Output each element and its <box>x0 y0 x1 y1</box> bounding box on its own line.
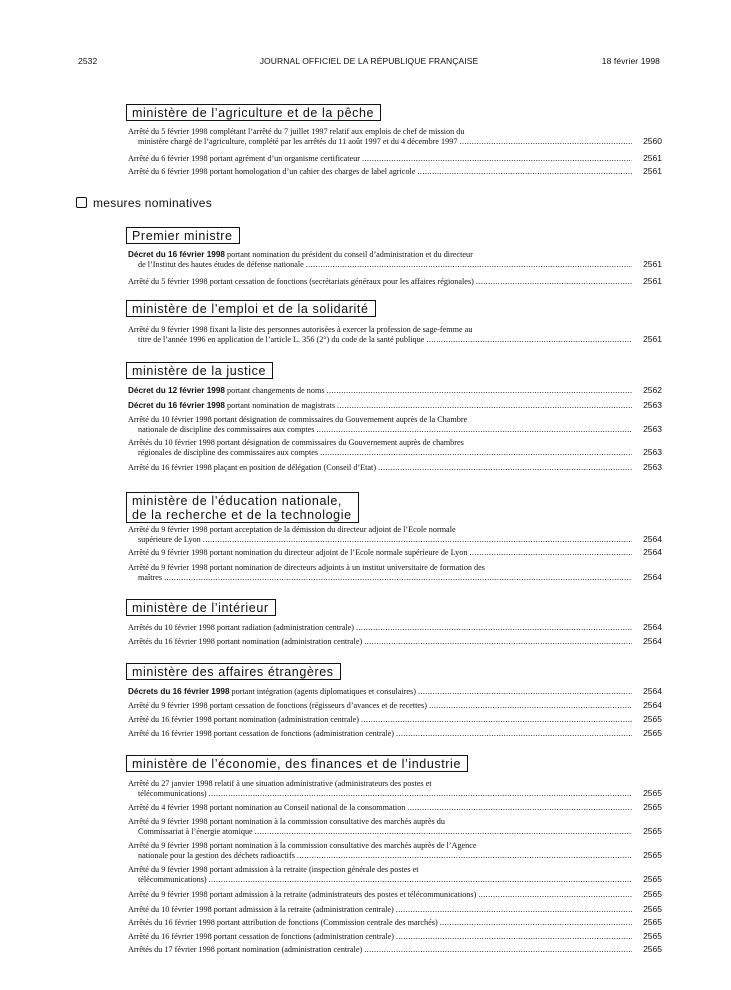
entry-text <box>128 525 456 535</box>
entry-text-part: télécommunications) <box>138 874 207 884</box>
entry-text-part: ministère chargé de l’agriculture, complété par les arrêtés du 11 août 1997 et du 4 décembre 1997 <box>138 136 458 146</box>
section-title-line: ministère de l’intérieur <box>132 601 269 615</box>
toc-entry-line <box>128 865 662 875</box>
entry-text <box>138 260 304 270</box>
entry-text <box>128 277 474 287</box>
entry-text-part: Arrêté du 9 février 1998 portant acceptation de la démission du directeur adjoint de l’Ecole normale <box>128 525 456 534</box>
toc-entry <box>128 817 662 836</box>
toc-entry-line <box>128 167 662 177</box>
entry-text <box>128 325 472 335</box>
entry-page-number: 2565 <box>643 825 662 836</box>
entry-text-part: titre de l’année 1996 en application de l’article L. 356 (2°) du code de la santé publique <box>138 334 425 344</box>
entry-bold-lead: Décrets du 16 février 1998 <box>128 687 230 696</box>
entry-page-number: 2564 <box>643 686 662 696</box>
entry-text-part: Arrêté du 5 février 1998 portant cessation de fonctions (secrétariats généraux pour les affaires régionales) <box>128 277 474 286</box>
section-title <box>126 227 240 244</box>
section-title-line: ministère de l’emploi et de la solidarité <box>132 302 369 316</box>
toc-entry-line <box>128 463 662 473</box>
entry-text <box>128 637 362 647</box>
entry-text <box>128 715 359 725</box>
entry-text <box>138 335 424 345</box>
mesures-label: mesures nominatives <box>93 196 213 210</box>
entry-page-number: 2564 <box>643 533 662 544</box>
entry-text-part: supérieure de Lyon <box>138 534 201 544</box>
toc-entry-line <box>128 438 662 448</box>
entry-text <box>128 386 325 396</box>
toc-entry <box>128 525 662 544</box>
entry-text-part: Arrêté du 9 février 1998 portant cessation de fonctions (régisseurs d’avances et de recettes) <box>128 701 427 710</box>
dot-leader <box>364 945 632 955</box>
entry-text <box>128 905 394 915</box>
toc-entry-line <box>128 687 662 697</box>
entry-text <box>128 779 432 789</box>
entry-page-number: 2565 <box>643 728 662 738</box>
entry-text-part: Commissariat à l’énergie atomique <box>138 826 253 836</box>
entry-bold-lead: Décret du 16 février 1998 <box>128 401 225 410</box>
entry-page-number: 2561 <box>643 258 662 269</box>
toc-entry-line <box>128 154 662 164</box>
entry-bold-lead: Décret du 16 février 1998 <box>128 250 225 259</box>
entry-text-part: Arrêté du 16 février 1998 portant cessation de fonctions (administration centrale) <box>128 729 395 738</box>
entry-page-number: 2565 <box>643 931 662 941</box>
toc-entry-line <box>128 386 662 396</box>
dot-leader <box>337 401 632 411</box>
toc-entry <box>128 945 662 955</box>
entry-text-part: nationale pour la gestion des déchets radioactifs <box>138 850 295 860</box>
entry-text-part: Arrêté du 10 février 1998 portant désignation de commissaires du Gouvernement auprès de la Chambre <box>128 415 468 424</box>
toc-entry-line <box>128 817 662 827</box>
entry-text-part: Arrêté du 6 février 1998 portant agrément d’un organisme certificateur <box>128 154 360 163</box>
entry-page-number: 2565 <box>643 944 662 954</box>
entry-page-number: 2563 <box>643 423 662 434</box>
dot-leader <box>396 932 632 942</box>
entry-text-part: Arrêté du 9 février 1998 portant nomination de directeurs adjoints à un institut universitaire de formation des <box>128 563 485 572</box>
entry-text <box>138 573 162 583</box>
entry-text <box>128 729 394 739</box>
entry-page-number: 2565 <box>643 849 662 860</box>
dot-leader <box>396 905 632 915</box>
entry-text <box>138 851 295 861</box>
entry-text-part: Arrêté du 27 janvier 1998 relatif à une situation administrative (administrateurs des postes et <box>128 779 432 788</box>
entry-text <box>128 841 477 851</box>
entry-page-number: 2563 <box>643 400 662 410</box>
entry-text-part: Arrêté du 9 février 1998 fixant la liste des personnes autorisées à exercer la profession de sage-femme au <box>128 325 473 334</box>
toc-entry <box>128 415 662 434</box>
toc-entry <box>128 325 662 344</box>
entry-page-number: 2565 <box>643 904 662 914</box>
dot-leader <box>297 851 632 861</box>
dot-leader <box>316 425 632 435</box>
entry-page-number: 2564 <box>643 700 662 710</box>
entry-text-part: Arrêté du 4 février 1998 portant nomination au Conseil national de la consommation <box>128 803 406 812</box>
entry-text <box>128 803 405 813</box>
section-title <box>126 599 276 616</box>
checkbox-square-icon <box>76 197 87 208</box>
entry-page-number: 2565 <box>643 802 662 812</box>
toc-entry-line <box>128 945 662 955</box>
entry-text-part: Arrêté du 16 février 1998 portant cessation de fonctions (administration centrale) <box>128 932 395 941</box>
section-title-line-2: de la recherche et de la technologie <box>132 508 352 522</box>
entry-text-part: Arrêté du 6 février 1998 portant homologation d’un cahier des charges de label agricole <box>128 167 416 176</box>
dot-leader <box>407 803 632 813</box>
toc-entry-line <box>128 803 662 813</box>
entry-text <box>128 438 464 448</box>
entry-text <box>128 463 376 473</box>
toc-entry-line <box>128 729 662 739</box>
dot-leader <box>426 335 632 345</box>
entry-text <box>138 448 318 458</box>
dot-leader <box>364 637 632 647</box>
toc-entry-line <box>128 779 662 789</box>
entry-text-part: Arrêté du 16 février 1998 portant nomination (administration centrale) <box>128 715 359 724</box>
toc-entry-line <box>128 548 662 558</box>
entry-text-part: Arrêtés du 10 février 1998 portant désignation de commissaires du Gouvernement auprès de chambres <box>128 438 464 447</box>
dot-leader <box>440 918 632 928</box>
toc-entry-line <box>128 277 662 287</box>
toc-entry-line <box>128 535 662 545</box>
entry-text <box>128 918 438 928</box>
dot-leader <box>378 463 632 473</box>
dot-leader <box>164 573 632 583</box>
entry-text <box>128 865 419 875</box>
toc-entry <box>128 918 662 928</box>
entry-text-part: portant changements de noms <box>224 386 325 395</box>
entry-text-part: Arrêté du 16 février 1998 plaçant en position de délégation (Conseil d’Etat) <box>128 463 377 472</box>
dot-leader <box>361 715 632 725</box>
toc-entry <box>128 386 662 396</box>
entry-text <box>138 875 207 885</box>
entry-text-part: Arrêtés du 16 février 1998 portant attribution de fonctions (Commission centrale des marchés) <box>128 918 438 927</box>
dot-leader <box>476 277 632 287</box>
entry-text <box>128 401 335 411</box>
toc-entry-line <box>128 401 662 411</box>
entry-text-part: télécommunications) <box>138 788 207 798</box>
entry-text <box>128 687 416 697</box>
section-title-line: Premier ministre <box>132 229 233 243</box>
toc-entry <box>128 127 662 146</box>
toc-entry-line <box>128 789 662 799</box>
toc-entry-line <box>128 623 662 633</box>
dot-leader <box>327 386 632 396</box>
dot-leader <box>478 890 632 900</box>
toc-entry <box>128 890 662 900</box>
entry-text-part: Arrêté du 5 février 1998 complétant l’arrêté du 7 juillet 1997 relatif aux emplois de chef de mission du <box>128 127 465 136</box>
toc-entry-line <box>128 573 662 583</box>
dot-leader <box>417 167 632 177</box>
section-title-line: ministère de l’éducation nationale, <box>132 494 343 508</box>
toc-entry <box>128 729 662 739</box>
section-title <box>126 362 273 379</box>
entry-text-part: portant intégration (agents diplomatiques et consulaires) <box>229 687 416 696</box>
toc-entry-line <box>128 637 662 647</box>
dot-leader <box>306 260 632 270</box>
section-title-line: ministère de l’agriculture et de la pêche <box>132 106 375 120</box>
entry-page-number: 2565 <box>643 917 662 927</box>
entry-page-number: 2561 <box>643 333 662 344</box>
toc-entry-line <box>128 127 662 137</box>
toc-entry-line <box>128 701 662 711</box>
entry-text <box>128 250 473 260</box>
dot-leader <box>255 827 632 837</box>
entry-page-number: 2561 <box>643 153 662 163</box>
entry-text <box>128 127 465 137</box>
toc-entry <box>128 715 662 725</box>
entry-page-number: 2561 <box>643 166 662 176</box>
dot-leader <box>320 448 632 458</box>
entry-text <box>138 137 457 147</box>
page-number: 2532 <box>78 56 98 66</box>
toc-entry-line <box>128 250 662 260</box>
toc-entry <box>128 548 662 558</box>
toc-entry-line <box>128 425 662 435</box>
entry-text-part: Arrêté du 9 février 1998 portant admission à la retraite (inspection générale des postes et <box>128 865 419 874</box>
section-title <box>126 300 376 317</box>
toc-entry <box>128 779 662 798</box>
toc-entry-line <box>128 841 662 851</box>
toc-entry-line <box>128 415 662 425</box>
dot-leader <box>356 623 632 633</box>
toc-entry-line <box>128 905 662 915</box>
entry-page-number: 2564 <box>643 547 662 557</box>
issue-date: 18 février 1998 <box>601 56 660 66</box>
toc-entry-line <box>128 890 662 900</box>
dot-leader <box>429 701 632 711</box>
toc-entry <box>128 803 662 813</box>
page-header <box>78 56 660 70</box>
toc-entry <box>128 637 662 647</box>
entry-text-part: Arrêté du 9 février 1998 portant admission à la retraite (administrateurs des postes et télécommunications) <box>128 890 477 899</box>
dot-leader <box>203 535 632 545</box>
entry-text-part: portant nomination du président du conseil d’administration et du directeur <box>224 250 473 259</box>
toc-entry <box>128 701 662 711</box>
toc-entry-line <box>128 448 662 458</box>
entry-text-part: maîtres <box>138 572 163 582</box>
dot-leader <box>459 137 632 147</box>
entry-page-number: 2565 <box>643 873 662 884</box>
journal-title: JOURNAL OFFICIEL DE LA RÉPUBLIQUE FRANÇAISE <box>259 56 479 66</box>
entry-page-number: 2561 <box>643 276 662 286</box>
toc-entry <box>128 905 662 915</box>
toc-entry-line <box>128 875 662 885</box>
entry-text <box>128 154 360 164</box>
entry-text <box>128 548 467 558</box>
entry-text <box>138 535 201 545</box>
toc-entry <box>128 438 662 457</box>
entry-text-part: Arrêté du 9 février 1998 portant nomination du directeur adjoint de l’Ecole normale supérieure de Lyon <box>128 548 468 557</box>
entry-page-number: 2563 <box>643 462 662 472</box>
entry-text <box>138 827 253 837</box>
dot-leader <box>209 789 632 799</box>
entry-page-number: 2560 <box>643 135 662 146</box>
entry-page-number: 2564 <box>643 622 662 632</box>
entry-text-part: portant nomination de magistrats <box>224 401 336 410</box>
entry-page-number: 2565 <box>643 787 662 798</box>
toc-entry-line <box>128 260 662 270</box>
entry-text <box>128 701 427 711</box>
entry-text <box>128 932 394 942</box>
entry-text-part: Arrêté du 10 février 1998 portant admission à la retraite (administration centrale) <box>128 905 394 914</box>
toc-entry <box>128 687 662 697</box>
dot-leader <box>209 875 632 885</box>
entry-page-number: 2564 <box>643 571 662 582</box>
toc-entry-line <box>128 851 662 861</box>
entry-text-part: nationale de discipline des commissaires aux comptes <box>138 424 315 434</box>
entry-text <box>128 945 362 955</box>
entry-text-part: Arrêtés du 17 février 1998 portant nomination (administration centrale) <box>128 945 363 954</box>
entry-text <box>128 415 467 425</box>
section-title <box>126 104 381 121</box>
entry-page-number: 2562 <box>643 385 662 395</box>
entry-text-part: Arrêté du 9 février 1998 portant nomination à la commission consultative des marchés auprès de l’Agence <box>128 841 477 850</box>
section-title <box>126 663 341 680</box>
dot-leader <box>469 548 632 558</box>
entry-text <box>138 789 207 799</box>
entry-text-part: Arrêtés du 10 février 1998 portant radiation (administration centrale) <box>128 623 354 632</box>
section-title-line: ministère de la justice <box>132 364 266 378</box>
toc-entry-line <box>128 137 662 147</box>
dot-leader <box>396 729 632 739</box>
section-title <box>126 492 359 523</box>
entry-text <box>128 563 485 573</box>
toc-entry <box>128 167 662 177</box>
entry-bold-lead: Décret du 12 février 1998 <box>128 386 225 395</box>
mesures-nominatives-heading <box>76 196 212 210</box>
entry-page-number: 2564 <box>643 636 662 646</box>
toc-entry <box>128 250 662 269</box>
toc-entry-line <box>128 918 662 928</box>
entry-page-number: 2565 <box>643 714 662 724</box>
toc-entry-line <box>128 827 662 837</box>
entry-text <box>128 817 445 827</box>
section-title <box>126 755 468 772</box>
entry-text <box>128 623 354 633</box>
toc-entry-line <box>128 563 662 573</box>
toc-entry <box>128 932 662 942</box>
entry-text-part: régionales de discipline des commissaires aux comptes <box>138 447 319 457</box>
toc-entry <box>128 154 662 164</box>
dot-leader <box>362 154 632 164</box>
entry-page-number: 2563 <box>643 446 662 457</box>
toc-entry <box>128 865 662 884</box>
toc-entry <box>128 563 662 582</box>
toc-entry <box>128 463 662 473</box>
section-title-line: ministère de l’économie, des finances et de l’industrie <box>132 757 461 771</box>
entry-page-number: 2565 <box>643 889 662 899</box>
toc-entry-line <box>128 525 662 535</box>
entry-text <box>128 890 476 900</box>
toc-entry-line <box>128 325 662 335</box>
toc-entry <box>128 401 662 411</box>
entry-text-part: Arrêtés du 16 février 1998 portant nomination (administration centrale) <box>128 637 363 646</box>
toc-entry-line <box>128 335 662 345</box>
entry-text <box>138 425 314 435</box>
dot-leader <box>418 687 632 697</box>
entry-text-part: Arrêté du 9 février 1998 portant nomination à la commission consultative des marchés auprès du <box>128 817 445 826</box>
entry-text <box>128 167 415 177</box>
toc-entry-line <box>128 932 662 942</box>
section-title-line: ministère des affaires étrangères <box>132 665 334 679</box>
toc-entry <box>128 841 662 860</box>
toc-entry <box>128 277 662 287</box>
entry-text-part: de l’Institut des hautes études de défense nationale <box>138 259 304 269</box>
toc-entry-line <box>128 715 662 725</box>
toc-entry <box>128 623 662 633</box>
